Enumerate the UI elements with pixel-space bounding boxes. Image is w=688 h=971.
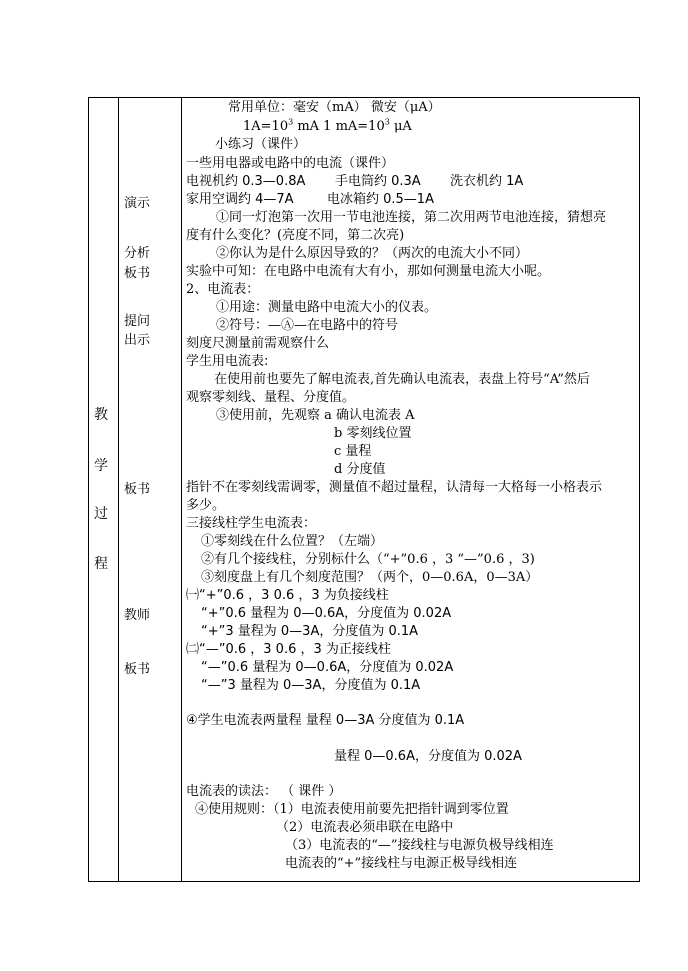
before-use-line-2: 观察零刻线、量程、分度值。 bbox=[186, 390, 356, 405]
case-2-range-a: “—”0.6 量程为 0—0.6A，分度值为 0.02A bbox=[201, 660, 454, 675]
terminal-question-1: ①零刻线在什么位置？（左端） bbox=[201, 534, 384, 549]
side-label-tiwen: 提问 bbox=[124, 314, 151, 329]
section-label-char-4: 程 bbox=[94, 556, 108, 572]
conversion-b: mA 1 mA=10 bbox=[293, 119, 385, 134]
example-flashlight: 手电筒约 0.3A bbox=[335, 174, 421, 189]
unit-conversion bbox=[243, 118, 412, 135]
case-1-range-a: “+”0.6 量程为 0—0.6A，分度值为 0.02A bbox=[201, 606, 452, 621]
case-1-title: ㈠“+”0.6 ，3 0.6 ，3 为负接线柱 bbox=[186, 588, 389, 603]
three-terminal-title: 三接线柱学生电流表： bbox=[186, 516, 317, 531]
experiment-line: 实验中可知：在电路中电流有大有小，那如何测量电流大小呢。 bbox=[186, 264, 551, 279]
section-label-char-3: 过 bbox=[94, 506, 108, 522]
question-1-line-2: 度有什么变化？(亮度不同，第二次亮) bbox=[186, 228, 405, 243]
table-top-border bbox=[88, 97, 640, 98]
ruler-question: 刻度尺测量前需观察什么 bbox=[186, 336, 330, 351]
observe-d: d 分度值 bbox=[334, 462, 386, 477]
two-ranges-line-2: 量程 0—0.6A，分度值为 0.02A bbox=[334, 749, 522, 764]
side-label-chushi: 出示 bbox=[124, 333, 151, 348]
practice-line: 小练习（课件） bbox=[215, 137, 307, 152]
observe-a: ③使用前，先观察 a 确认电流表 A bbox=[216, 408, 415, 423]
section-label-char-2: 学 bbox=[94, 458, 108, 474]
units-line: 常用单位：毫安（mA） 微安（μA） bbox=[228, 100, 441, 115]
section-label-char-1: 教 bbox=[94, 407, 108, 423]
case-2-title: ㈡“—”0.6 ，3 0.6 ，3 为正接线柱 bbox=[186, 642, 391, 657]
table-divider-1 bbox=[118, 97, 119, 882]
symbol-line: ②符号：—Ⓐ—在电路中的符号 bbox=[216, 318, 399, 333]
example-aircon: 家用空调约 4—7A bbox=[186, 192, 294, 207]
case-1-range-b: “+”3 量程为 0—3A，分度值为 0.1A bbox=[201, 624, 419, 639]
reading-method: 电流表的读法： （ 课件 ） bbox=[186, 784, 342, 799]
side-label-jiaoshi: 教师 bbox=[124, 608, 151, 623]
question-1-line-1: ①同一灯泡第一次用一节电池连接，第二次用两节电池连接，猜想亮 bbox=[216, 210, 607, 225]
table-left-border bbox=[88, 97, 89, 882]
table-bottom-border bbox=[88, 881, 640, 882]
pointer-line-2: 多少。 bbox=[186, 498, 226, 513]
side-label-banshu-1: 板书 bbox=[124, 266, 151, 281]
usage-rule-1: ④使用规则：（1）电流表使用前要先把指针调到零位置 bbox=[195, 802, 509, 817]
examples-title: 一些用电器或电路中的电流（课件） bbox=[186, 156, 395, 171]
usage-rule-4: 电流表的“+”接线柱与电源正极导线相连 bbox=[285, 856, 518, 871]
side-label-fenxi: 分析 bbox=[124, 246, 151, 261]
question-2: ②你认为是什么原因导致的？（两次的电流大小不同） bbox=[216, 246, 529, 261]
terminal-question-3: ③刻度盘上有几个刻度范围？（两个，0—0.6A，0—3A） bbox=[201, 570, 539, 585]
use-line: ①用途：测量电路中电流大小的仪表。 bbox=[216, 300, 438, 315]
observe-c: c 量程 bbox=[334, 444, 372, 459]
table-right-border bbox=[639, 97, 640, 882]
example-tv: 电视机约 0.3—0.8A bbox=[186, 174, 306, 189]
pointer-line-1: 指针不在零刻线需调零，测量值不超过量程，认清每一大格每一小格表示 bbox=[186, 480, 603, 495]
conversion-a-exponent: 3 bbox=[288, 117, 294, 127]
side-label-yanshi: 演示 bbox=[124, 196, 151, 211]
example-washer: 洗衣机约 1A bbox=[450, 174, 524, 189]
side-label-banshu-3: 板书 bbox=[124, 662, 151, 677]
section-2-title: 2、电流表： bbox=[186, 282, 260, 297]
before-use-line-1: 在使用前也要先了解电流表,首先确认电流表，表盘上符号“A”然后 bbox=[214, 372, 590, 387]
student-ammeter-title: 学生用电流表: bbox=[186, 354, 269, 369]
case-2-range-b: “—”3 量程为 0—3A，分度值为 0.1A bbox=[201, 678, 421, 693]
terminal-question-2: ②有几个接线柱，分别标什么（“+”0.6 ，3 “—”0.6 ，3) bbox=[201, 552, 535, 567]
usage-rule-3: （3）电流表的“—”接线柱与电源负极导线相连 bbox=[285, 838, 554, 853]
table-divider-2 bbox=[181, 97, 182, 882]
conversion-b-exponent: 3 bbox=[384, 117, 390, 127]
example-fridge: 电冰箱约 0.5—1A bbox=[327, 192, 434, 207]
observe-b: b 零刻线位置 bbox=[334, 426, 412, 441]
two-ranges-line-1: ④学生电流表两量程 量程 0—3A 分度值为 0.1A bbox=[186, 713, 465, 728]
usage-rule-2: （2）电流表必须串联在电路中 bbox=[276, 820, 454, 835]
conversion-a: 1A=10 bbox=[243, 119, 289, 134]
side-label-banshu-2: 板书 bbox=[124, 482, 151, 497]
conversion-b-unit: μA bbox=[389, 119, 412, 134]
